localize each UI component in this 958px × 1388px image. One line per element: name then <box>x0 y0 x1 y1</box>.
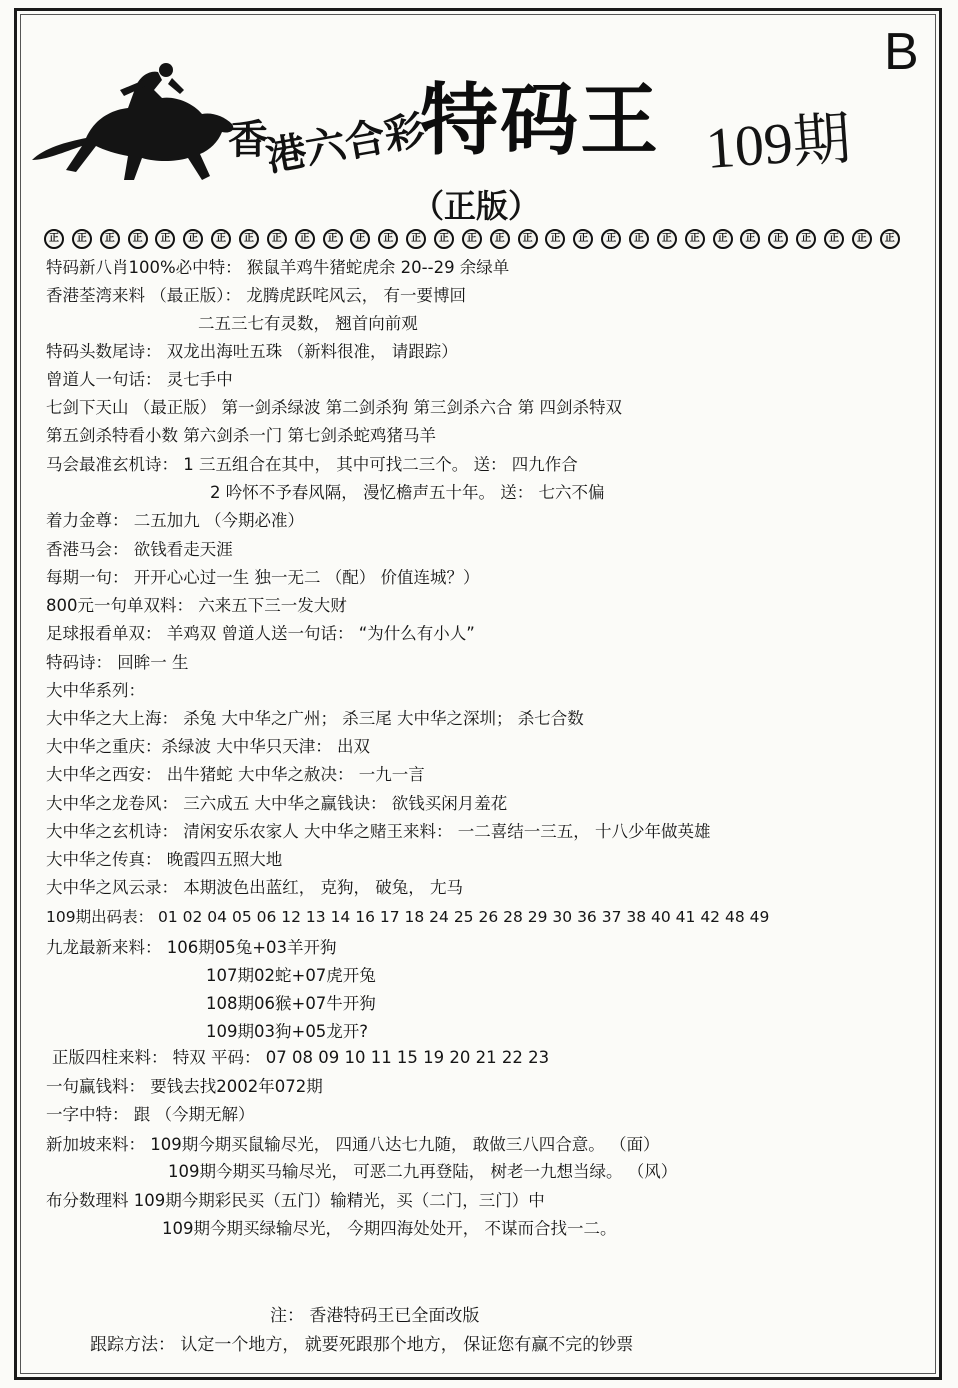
circled-mark-icon: 正 <box>434 229 454 249</box>
text-line: 特码头数尾诗： 双龙出海吐五珠 （新料很准， 请跟踪） <box>46 342 458 361</box>
text-line: 一句赢钱料： 要钱去找2002年072期 <box>46 1077 323 1096</box>
circled-mark-icon: 正 <box>824 229 844 249</box>
mark-row <box>44 229 900 253</box>
circled-mark-icon: 正 <box>490 229 510 249</box>
text-line: 香港马会： 欲钱看走天涯 <box>46 540 233 559</box>
text-line: 二五三七有灵数， 翘首向前观 <box>198 314 418 333</box>
circled-mark-icon: 正 <box>295 229 315 249</box>
text-line: 大中华之龙卷风： 三六成五 大中华之赢钱诀： 欲钱买闲月羞花 <box>46 794 508 813</box>
title-part2: 港六合彩 <box>262 107 428 180</box>
circled-mark-icon: 正 <box>545 229 565 249</box>
text-line: 109期出码表： 01 02 04 05 06 12 13 14 16 17 18 24 25 26 28 29 30 36 37 38 40 41 42 48 49 <box>46 908 770 926</box>
title-main: 特码王 <box>420 77 661 164</box>
text-line: 800元一句单双料： 六来五下三一发大财 <box>46 596 347 615</box>
text-line: 一字中特： 跟 （今期无解） <box>46 1105 255 1124</box>
title-part1: 香 <box>228 117 268 162</box>
text-line: 七剑下天山 （最正版） 第一剑杀绿波 第二剑杀狗 第三剑杀六合 第 四剑杀特双 <box>46 398 622 417</box>
text-line: 109期今期买绿输尽光， 今期四海处处开， 不谋而合找一二。 <box>162 1219 617 1238</box>
text-line: 足球报看单双： 羊鸡双 曾道人送一句话： “为什么有小人” <box>46 624 475 643</box>
circled-mark-icon: 正 <box>378 229 398 249</box>
text-line: 正版四柱来料： 特双 平码： 07 08 09 10 11 15 19 20 21 22 23 <box>52 1048 550 1067</box>
circled-mark-icon: 正 <box>350 229 370 249</box>
circled-mark-icon: 正 <box>629 229 649 249</box>
circled-mark-icon: 正 <box>796 229 816 249</box>
circled-mark-icon: 正 <box>685 229 705 249</box>
text-line: 第五剑杀特看小数 第六剑杀一门 第七剑杀蛇鸡猪马羊 <box>46 426 436 445</box>
text-line: 九龙最新来料： 106期05兔+03羊开狗 <box>46 938 337 957</box>
text-line: 马会最准玄机诗： 1 三五组合在其中， 其中可找二三个。 送： 四九作合 <box>46 455 578 474</box>
circled-mark-icon: 正 <box>768 229 788 249</box>
text-line: 香港荃湾来料 （最正版）： 龙腾虎跃咤风云， 有一要博回 <box>46 286 466 305</box>
circled-mark-icon: 正 <box>323 229 343 249</box>
footer-tracking: 跟踪方法： 认定一个地方， 就要死跟那个地方， 保证您有赢不完的钞票 <box>90 1335 634 1355</box>
text-line: 特码诗： 回眸一 生 <box>46 653 189 672</box>
text-line: 布分数理料 109期今期彩民买（五门）输精光，买（二门，三门）中 <box>46 1191 545 1210</box>
circled-mark-icon: 正 <box>267 229 287 249</box>
text-line: 大中华系列： <box>46 681 145 700</box>
text-line: 107期02蛇+07虎开兔 <box>206 966 376 985</box>
text-line: 曾道人一句话： 灵七手中 <box>46 370 233 389</box>
circled-mark-icon: 正 <box>100 229 120 249</box>
text-line: 大中华之风云录： 本期波色出蓝红， 克狗， 破兔， 尢马 <box>46 878 463 897</box>
circled-mark-icon: 正 <box>155 229 175 249</box>
circled-mark-icon: 正 <box>518 229 538 249</box>
edition-letter: B <box>884 23 919 81</box>
circled-mark-icon: 正 <box>462 229 482 249</box>
text-line: 特码新八肖100%必中特： 猴鼠羊鸡牛猪蛇虎余 20--29 余绿单 <box>46 258 510 277</box>
footer-note: 注： 香港特码王已全面改版 <box>270 1306 480 1326</box>
text-line: 109期03狗+05龙开? <box>206 1022 369 1041</box>
text-line: 大中华之玄机诗： 清闲安乐农家人 大中华之赌王来料： 一二喜结一三五， 十八少年做英雄 <box>46 822 711 841</box>
issue-number: 109期 <box>703 105 853 181</box>
circled-mark-icon: 正 <box>573 229 593 249</box>
circled-mark-icon: 正 <box>406 229 426 249</box>
circled-mark-icon: 正 <box>713 229 733 249</box>
subtitle: （正版） <box>412 188 541 224</box>
circled-mark-icon: 正 <box>72 229 92 249</box>
circled-mark-icon: 正 <box>183 229 203 249</box>
circled-mark-icon: 正 <box>128 229 148 249</box>
text-line: 每期一句： 开开心心过一生 独一无二 （配） 价值连城？） <box>46 568 480 587</box>
circled-mark-icon: 正 <box>740 229 760 249</box>
circled-mark-icon: 正 <box>657 229 677 249</box>
horse-rider-icon <box>24 50 244 190</box>
text-line: 大中华之西安： 出牛猪蛇 大中华之赦决： 一九一言 <box>46 765 425 784</box>
circled-mark-icon: 正 <box>239 229 259 249</box>
text-line: 大中华之重庆：杀绿波 大中华只天津： 出双 <box>46 737 370 756</box>
text-line: 着力金尊： 二五加九 （今期必准） <box>46 511 304 530</box>
text-line: 108期06猴+07牛开狗 <box>206 994 376 1013</box>
text-line: 2 吟怀不予春风隔， 漫忆檐声五十年。 送： 七六不偏 <box>210 483 605 502</box>
text-line: 新加坡来料： 109期今期买鼠输尽光， 四通八达七九随， 敢做三八四合意。 （面） <box>46 1135 660 1154</box>
circled-mark-icon: 正 <box>601 229 621 249</box>
text-line: 109期今期买马输尽光， 可恶二九再登陆， 树老一九想当绿。 （风） <box>168 1162 678 1181</box>
circled-mark-icon: 正 <box>44 229 64 249</box>
text-line: 大中华之传真： 晚霞四五照大地 <box>46 850 283 869</box>
circled-mark-icon: 正 <box>211 229 231 249</box>
circled-mark-icon: 正 <box>852 229 872 249</box>
circled-mark-icon: 正 <box>880 229 900 249</box>
text-line: 大中华之大上海： 杀兔 大中华之广州； 杀三尾 大中华之深圳； 杀七合数 <box>46 709 584 728</box>
